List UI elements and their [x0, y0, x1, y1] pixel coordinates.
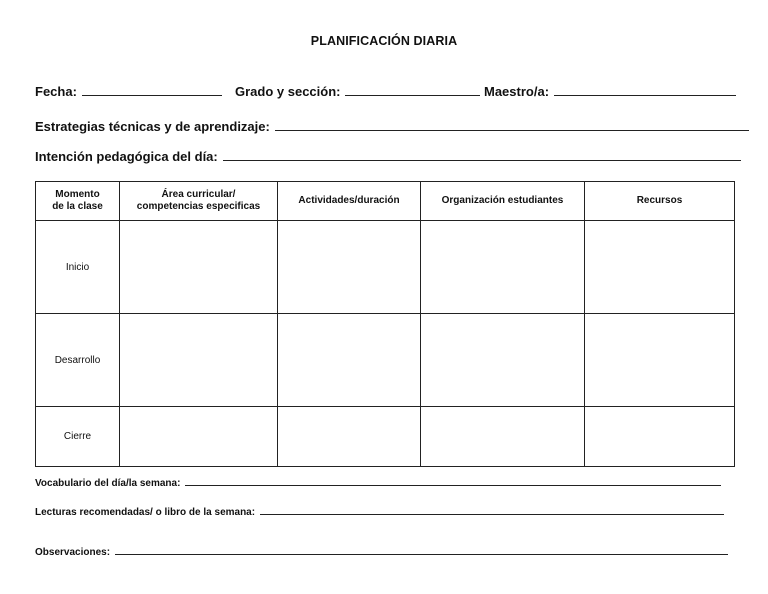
grado-field[interactable]: [345, 95, 480, 96]
col-header-recursos: Recursos: [585, 182, 735, 221]
vocabulario-label: Vocabulario del día/la semana:: [35, 478, 181, 489]
fecha-label: Fecha:: [35, 84, 77, 99]
header-row-1c: [484, 84, 736, 99]
grado-label: Grado y sección:: [235, 84, 341, 99]
header-row-2: [35, 119, 749, 134]
fecha-field[interactable]: [82, 95, 222, 96]
col-header-area-line2: competencias especificas: [136, 201, 261, 212]
page-title: PLANIFICACIÓN DIARIA: [310, 34, 458, 48]
col-header-actividades: Actividades/duración: [278, 182, 421, 221]
table-cell[interactable]: [278, 407, 421, 467]
row-label-desarrollo: Desarrollo: [36, 314, 120, 407]
header-row-3: [35, 149, 741, 164]
observaciones-field[interactable]: [115, 554, 728, 555]
row-label-cierre: Cierre: [36, 407, 120, 467]
maestro-label: Maestro/a:: [484, 84, 550, 99]
observaciones-label: Observaciones:: [35, 547, 111, 558]
col-header-area: [120, 182, 278, 221]
lecturas-label: Lecturas recomendadas/ o libro de la semana:: [35, 507, 256, 518]
header-row-1: [35, 84, 222, 99]
table-cell[interactable]: [421, 407, 585, 467]
table-cell[interactable]: [421, 221, 585, 314]
col-header-momento-line2: de la clase: [52, 201, 103, 212]
planning-table: [35, 181, 735, 467]
table-cell[interactable]: [120, 407, 278, 467]
table-cell[interactable]: [278, 221, 421, 314]
estrategias-label: Estrategias técnicas y de aprendizaje:: [35, 119, 270, 134]
vocabulario-field[interactable]: [185, 485, 721, 486]
col-header-momento-line1: Momento: [55, 189, 100, 200]
table-row: [36, 221, 735, 314]
row-label-inicio: Inicio: [36, 221, 120, 314]
table-cell[interactable]: [421, 314, 585, 407]
maestro-field[interactable]: [554, 95, 736, 96]
intencion-label: Intención pedagógica del día:: [35, 149, 218, 164]
lecturas-field[interactable]: [260, 514, 724, 515]
table-row: [36, 407, 735, 467]
header-row-1b: [235, 84, 480, 99]
table-cell[interactable]: [585, 221, 735, 314]
table-row: [36, 314, 735, 407]
table-cell[interactable]: [585, 314, 735, 407]
footer-row-3: [35, 547, 728, 558]
table-header-row: [36, 182, 735, 221]
table-cell[interactable]: [120, 314, 278, 407]
intencion-field[interactable]: [223, 160, 741, 161]
table-cell[interactable]: [278, 314, 421, 407]
col-header-organizacion: Organización estudiantes: [421, 182, 585, 221]
footer-row-2: [35, 507, 724, 518]
table-cell[interactable]: [585, 407, 735, 467]
estrategias-field[interactable]: [275, 130, 749, 131]
footer-row-1: [35, 478, 721, 489]
col-header-momento: [36, 182, 120, 221]
table-cell[interactable]: [120, 221, 278, 314]
col-header-area-line1: Área curricular/: [161, 189, 236, 200]
